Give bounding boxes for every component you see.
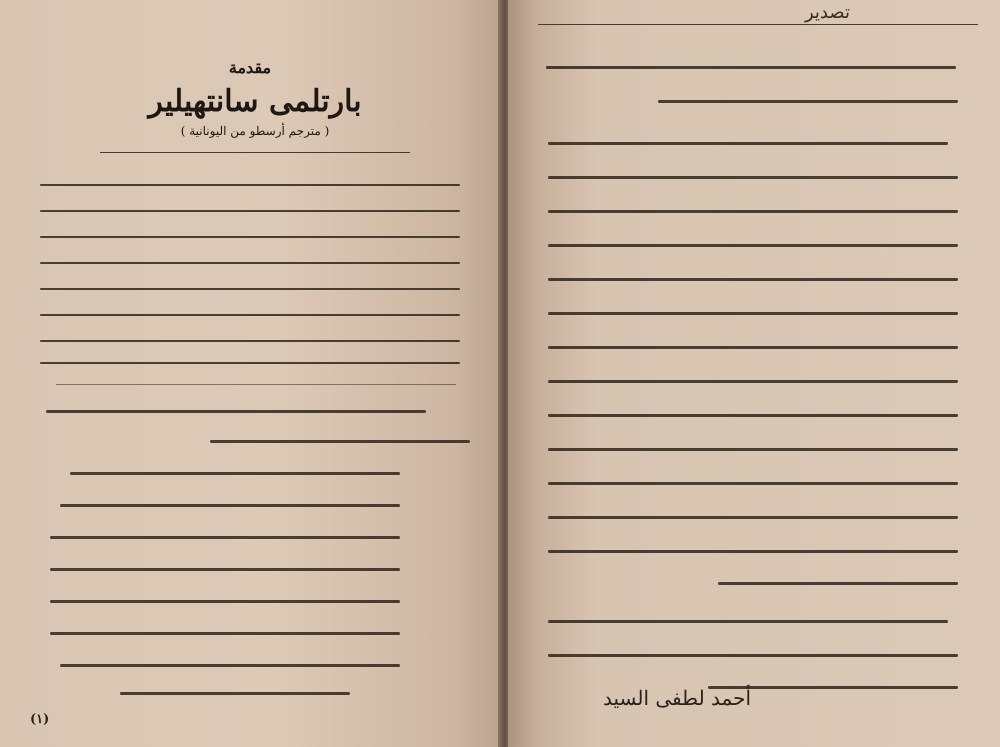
text-line [548, 278, 958, 281]
page-number: (١) [30, 712, 50, 727]
quote-line [60, 664, 400, 667]
text-line [210, 440, 470, 443]
title-rule [100, 152, 410, 153]
text-line [548, 346, 958, 349]
text-line [548, 210, 958, 213]
text-line [548, 142, 948, 145]
quote-line [50, 568, 400, 571]
author-name-title: بارتلمى سانتهيلير [148, 84, 362, 119]
translator-subtitle: ( مترجم أرسطو من اليونانية ) [180, 124, 330, 138]
quote-line [120, 692, 350, 695]
signature: أحمد لطفى السيد [603, 686, 752, 710]
text-line [548, 550, 958, 553]
quote-line [50, 536, 400, 539]
text-line [40, 184, 460, 186]
text-line [548, 244, 958, 247]
text-line [548, 654, 958, 657]
quote-line [60, 504, 400, 507]
section-divider [56, 384, 456, 385]
text-line [40, 236, 460, 238]
section-heading: مقدمة [228, 58, 272, 77]
right-page [508, 0, 1000, 747]
quote-line [50, 632, 400, 635]
text-line [40, 210, 460, 212]
text-line [548, 482, 958, 485]
text-line [40, 262, 460, 264]
text-line [40, 340, 460, 342]
text-line [548, 176, 958, 179]
text-line [548, 312, 958, 315]
quote-line [50, 600, 400, 603]
text-line [40, 362, 460, 364]
text-line [718, 582, 958, 585]
text-line [40, 314, 460, 316]
quote-line [70, 472, 400, 475]
text-line [546, 66, 956, 69]
text-line [548, 380, 958, 383]
header-rule [538, 24, 978, 25]
running-header: تصدير [804, 2, 850, 23]
text-line [40, 288, 460, 290]
text-line [658, 100, 958, 103]
text-line [548, 448, 958, 451]
text-line [548, 516, 958, 519]
text-line [46, 410, 426, 413]
text-line [548, 620, 948, 623]
text-line [548, 414, 958, 417]
